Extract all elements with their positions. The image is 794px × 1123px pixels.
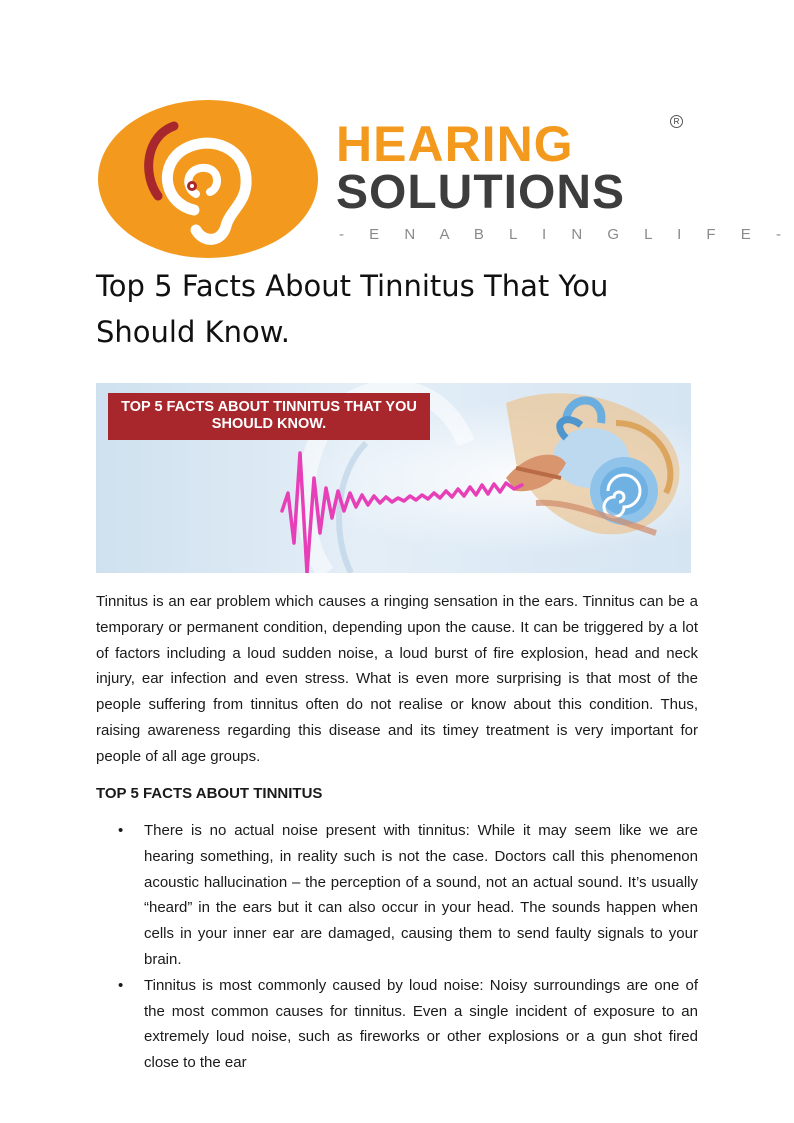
bullet-icon: •: [118, 976, 124, 994]
fact-text: Tinnitus is most commonly caused by loud noise: Noisy surroundings are one of the most common causes for tinnitus. Even a single incident of exposure to an extremely loud noise, such as fireworks or other explosions or a gun shot fired close to the ear: [144, 976, 698, 1072]
fact-text: There is no actual noise present with tinnitus: While it may seem like we are hearing something, in reality such is not the case. Doctors call this phenomenon acoustic hallucination – the perception of a sound, not an actual sound. It’s usually “heard” in the ears but it can also occur in your head. The sounds happen when cells in your inner ear are damaged, causing them to send faulty signals to your brain.: [144, 822, 698, 968]
facts-list: [96, 818, 698, 1076]
intro-paragraph: Tinnitus is an ear problem which causes a ringing sensation in the ears. Tinnitus can be a temporary or permanent condition, depending upon the cause. It can be triggered by a lot of factors including a loud sudden noise, a loud burst of fire explosion, head and neck injury, ear infection and even stress. What is even more surprising is that most of the people suffering from tinnitus often do not realise or know about this condition. Thus, raising awareness regarding this disease and its timey treatment is very important for people of all age groups.: [96, 593, 698, 765]
bullet-icon: •: [118, 822, 124, 839]
logo-tagline: - E N A B L I N G L I F E -: [339, 226, 792, 243]
logo-brand-line1: HEARING: [336, 116, 574, 172]
page-title: Top 5 Facts About Tinnitus That You Should Know.: [96, 269, 609, 349]
banner-image: [96, 383, 691, 573]
banner-caption: TOP 5 FACTS ABOUT TINNITUS THAT YOU SHOULD KNOW.: [108, 393, 430, 440]
registered-mark: R: [670, 115, 683, 128]
section-heading: TOP 5 FACTS ABOUT TINNITUS: [96, 785, 323, 802]
list-item: [96, 818, 698, 973]
ear-logo-icon: [96, 98, 321, 260]
list-item: [96, 973, 698, 1076]
logo-brand-line2: SOLUTIONS: [336, 166, 626, 219]
hearing-solutions-logo: [96, 98, 792, 260]
